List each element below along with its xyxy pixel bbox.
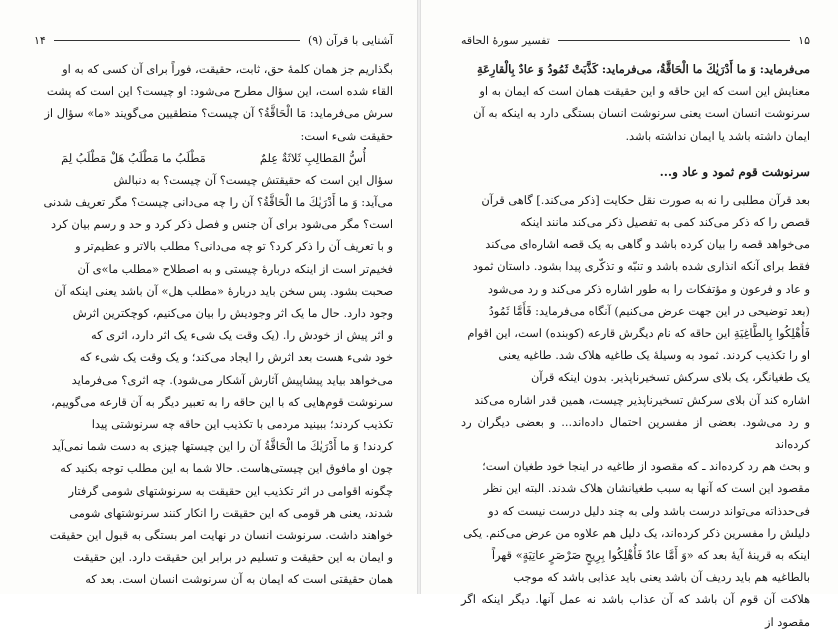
poem-couplet xyxy=(34,147,393,169)
left-page-header xyxy=(34,32,393,48)
text-line: فَأُهْلِكُوا بِالطَّاغِيَةِ این حاقه که نام دیگرش قارعه (کوبنده) است، این اقوام xyxy=(467,326,810,341)
text-line: بالطاغیه هم باید ردیف آن باشد یعنی باید عذابی باشد که موجب xyxy=(513,570,810,585)
text-line: بگذاریم جز همان کلمهٔ حق، ثابت، حقیقت، فوراً برای آن کسی که به او xyxy=(62,62,393,76)
couplet-second-hemistich: مَطْلَبُ ما مَطْلَبُ هَلْ مَطْلَبُ لِمَ xyxy=(61,150,206,165)
left-running-head: آشنایی با قرآن (۹) xyxy=(307,33,393,47)
text-line: همان حقیقتی است که ایمان به آن سرنوشت انسان است. بعد که xyxy=(85,572,393,587)
text-line: شدند، یعنی هر قومی که این حقیقت را انکار کنند سرنوشتهای شومی xyxy=(69,505,393,520)
text-line: و ایمان به این حقیقت و تسلیم در برابر این حقیقت دارد. این حقیقت xyxy=(73,550,393,565)
text-line: می‌خواهد قصه را بیان کرده باشد و گاهی به یک قصه اشاره‌ای می‌کند xyxy=(485,237,810,252)
text-line: فخیم‌تر است از اینکه دربارهٔ چیستی و به اصطلاح «مطلب ما»ی آن xyxy=(77,261,393,276)
text-line: سرش می‌فرماید: مَا الْحَاقَّةُ؟ آن چیست؟ منطقیین می‌گویند «ما» سؤال از xyxy=(44,106,393,121)
text-line: فی‌حدذاته می‌تواند درست باشد ولی به چند دلیل درست نیست که دو xyxy=(488,503,810,518)
text-line: یک طغیانگر، یک بلای سرکش تسخیرناپذیر. بدون اینکه قرآن xyxy=(531,370,810,385)
text-line: کردند! وَ ما أَدْرَیٰكَ ما الْحَاقَّةُ آن را این چیستها چیزی به دست شما نمی‌آید xyxy=(51,439,393,454)
right-page-number: ۱۵ xyxy=(798,33,810,47)
text-line: معنایش این است که این حاقه و این حقیقت همان است که ایمان به او xyxy=(479,84,810,99)
text-line: قصص را که ذکر می‌کند کمی به تفصیل ذکر می‌کند مانند اینکه xyxy=(520,215,810,230)
text-line: چگونه اقوامی در اثر تکذیب این حقیقت به سرنوشتهای شومی گرفتار xyxy=(68,483,393,498)
text-line: حقیقت شیء است: xyxy=(300,128,393,143)
text-line: و اثر پیش از خودش را. (یک وقت یک شیء یک اثر دارد، اثری که xyxy=(90,328,393,343)
text-line: و با تعریف آن را ذکر کرد؟ تو چه می‌دانی؟ مطلب بالاتر و عظیم‌تر و xyxy=(75,239,393,254)
left-page xyxy=(0,0,417,594)
text-line: (بعد توضیحی در این جهت عرض می‌کنیم) آنگاه می‌فرماید: فَأَمَّا ثَمُودُ xyxy=(488,303,810,318)
text-line: فقط برای آنکه انذاری شده باشد و تنبّه و تذکّری پیدا بشود. داستان ثمود xyxy=(472,259,810,274)
text-line: اینکه به قرینهٔ آیهٔ بعد که «وَ أَمَّا عادٌ فَأُهْلِكُوا بِرِيحٍ صَرْصَرٍ عاتِيَةٍ» قهراً xyxy=(491,548,810,563)
header-rule xyxy=(54,40,300,41)
text-line: سرنوشت انسان است یعنی سرنوشت انسان بستگی دارد به اینکه به آن xyxy=(473,106,810,121)
text-line: خود شیء هست بعد اثرش را ایجاد می‌کند؛ و یک وقت یک شیء که xyxy=(79,350,393,365)
text-line: القاء شده است، این سؤال مطرح می‌شود: او چیست؟ این است که پشت xyxy=(46,84,393,99)
text-line: او را تکذیب کردند. ثمود به وسیلهٔ یک طاغیه هلاک شد. طاغیه یعنی xyxy=(498,348,810,363)
couplet-first-hemistich: أُسُّ المَطالِبِ ثَلاثَةٌ عِلمٌ xyxy=(259,150,366,165)
text-line: و عاد و فرعون و مؤتفکات را به طور اشاره ذکر می‌کند و رد می‌شود xyxy=(487,281,810,296)
text-line: سرنوشت قوم‌هایی که با این حاقه را به تعبیر دیگر به آن قارعه می‌گوییم، xyxy=(51,394,393,409)
text-line: چون او مافوق این چیستی‌هاست. حالا شما به این مطلب توجه بکنید که xyxy=(60,461,393,476)
right-page xyxy=(421,0,838,629)
text-line: دلیلش را مفسرین ذکر کرده‌اند، یک دلیل هم علاوه من عرض می‌کنم. یکی xyxy=(463,525,810,540)
text-line: و رد می‌شود. بعضی از مفسرین احتمال داده‌اند... و بعضی دیگران رد کرده‌اند xyxy=(461,414,810,452)
text-line: بعد قرآن مطلبی را نه به صورت نقل حکایت [ذکر می‌کند.] گاهی قرآن xyxy=(481,192,810,207)
text-line: می‌فرماید: وَ ما أَدْرَیٰكَ ما الْحَاقَّةُ، می‌فرماید: كَذَّبَتْ ثَمُودُ وَ عادٌ بِالْقارِعَةِ xyxy=(476,62,810,76)
text-line: خواهند داشت. سرنوشت انسان در نهایت امر بستگی به قبول این حقیقت xyxy=(49,528,393,543)
right-page-body-continued xyxy=(461,189,810,633)
text-line: می‌خواهد بیاید پیشاپیش آثارش آشکار می‌شود). چه اثری؟ می‌فرماید xyxy=(71,372,393,387)
right-running-head: تفسیر سورهٔ الحاقه xyxy=(461,33,550,47)
text-line: سؤال این است که حقیقتش چیست؟ آن چیست؟ به دنبالش xyxy=(113,172,393,187)
text-line: وجود دارد. حال ما یک اثر وجودیش را بیان می‌کنیم، کوچکترین اثرش xyxy=(72,306,393,321)
text-line: هلاکت آن قوم آن باشد که آن عذاب باشد نه عمل آنها. دیگر اینکه اگر مقصود از xyxy=(461,592,810,629)
text-line: مقصود این است که آنها به سبب طغیانشان هلاک شدند. البته این نظر xyxy=(483,481,810,496)
text-line: ایمان داشته باشد یا ایمان نداشته باشد. xyxy=(625,128,810,143)
text-line: است؟ مگر می‌شود برای آن جنس و فصل ذکر کرد و حد و رسم بیان کرد xyxy=(51,217,393,232)
text-line: تکذیب کردند؛ ببینید مردمی با تکذیب این حاقه چه سرنوشتی پیدا xyxy=(91,417,393,432)
text-line: صحبت بشود. پس سخن باید دربارهٔ «مطلب هل» آن باشد یعنی اینکه آن xyxy=(54,283,393,298)
right-page-body xyxy=(461,58,810,147)
left-page-body xyxy=(34,58,393,591)
text-line: اشاره کند آن بلای سرکش تسخیرناپذیر چیست، همین قدر اشاره می‌کند xyxy=(474,392,810,407)
section-heading: سرنوشت قوم ثمود و عاد و... xyxy=(659,164,810,179)
left-page-number: ۱۴ xyxy=(34,33,46,47)
text-line: و بحث هم رد کرده‌اند ـ که مقصود از طاغیه در اینجا خود طغیان است؛ xyxy=(482,459,810,474)
text-line: می‌آید: وَ ما أَدْرَیٰكَ ما الْحَاقَّةُ؟ آن را چه می‌دانی چیست؟ مگر تعریف شدنی xyxy=(43,195,393,210)
right-page-header xyxy=(461,32,810,48)
header-rule xyxy=(558,40,790,41)
